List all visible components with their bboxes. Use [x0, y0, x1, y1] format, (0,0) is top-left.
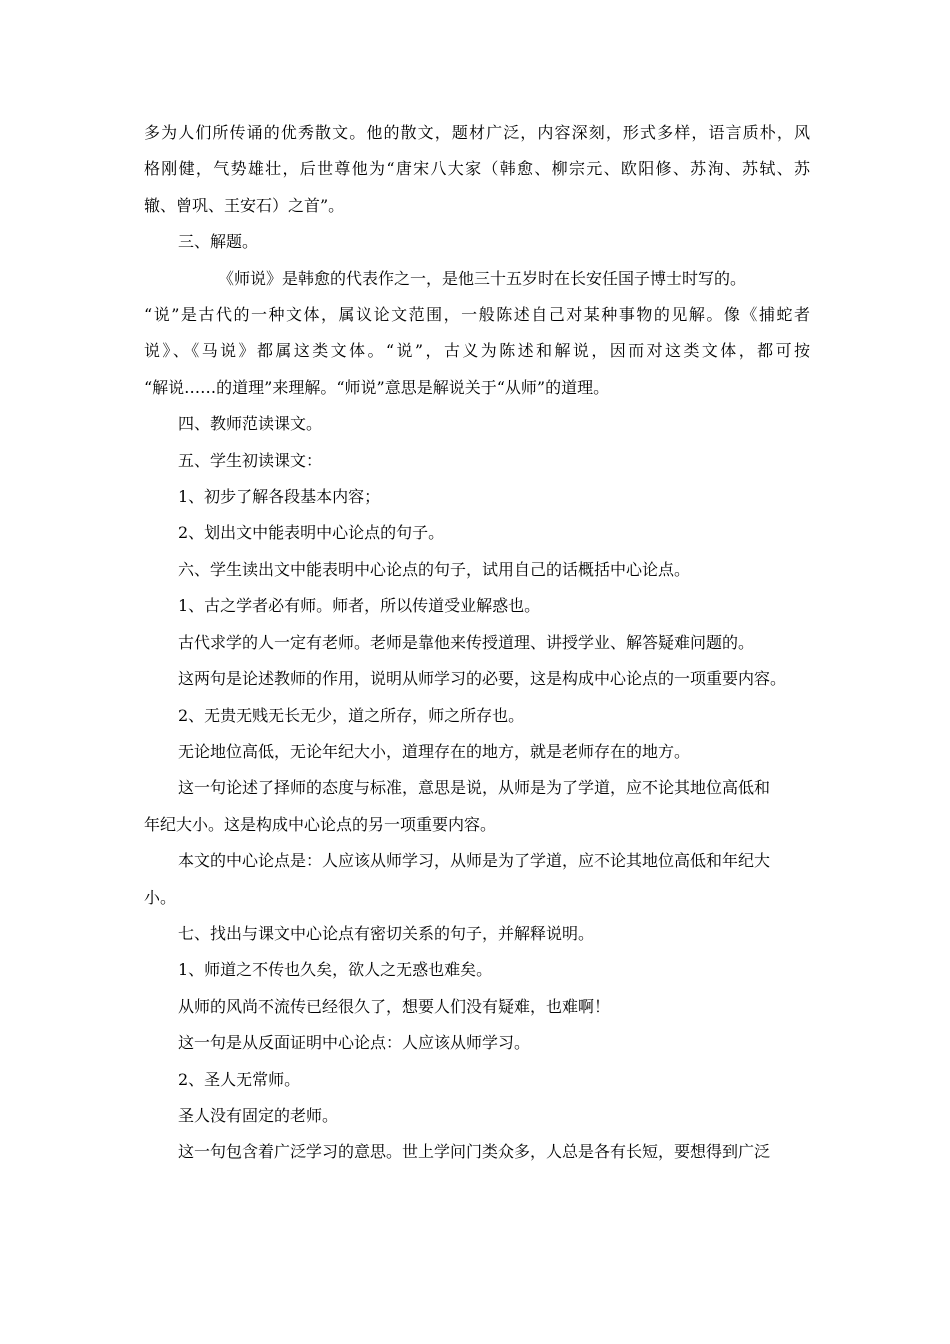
body-line: 古代求学的人一定有老师。老师是靠他来传授道理、讲授学业、解答疑难问题的。 [178, 632, 755, 652]
body-line: “说”是古代的一种文体，属议论文范围，一般陈述自己对某种事物的见解。像《捕蛇者 [144, 305, 810, 325]
list-item: 1、初步了解各段基本内容； [178, 487, 381, 507]
document-page [144, 115, 810, 1171]
list-item: 2、圣人无常师。 [178, 1069, 301, 1089]
body-line: 这一句论述了择师的态度与标准，意思是说，从师是为了学道，应不论其地位高低和 [178, 778, 771, 798]
section-heading: 七、找出与课文中心论点有密切关系的句子，并解释说明。 [178, 923, 595, 943]
body-line: 本文的中心论点是：人应该从师学习，从师是为了学道，应不论其地位高低和年纪大 [178, 851, 771, 871]
body-line: 从师的风尚不流传已经很久了，想要人们没有疑难，也难啊！ [178, 996, 611, 1016]
list-item: 2、划出文中能表明中心论点的句子。 [178, 523, 445, 543]
list-item: 2、无贵无贱无长无少，道之所存，师之所存也。 [178, 705, 525, 725]
body-line: 圣人没有固定的老师。 [178, 1105, 339, 1125]
list-item: 1、师道之不传也久矣，欲人之无惑也难矣。 [178, 960, 493, 980]
section-heading: 五、学生初读课文： [178, 450, 323, 470]
body-line: 格刚健，气势雄壮，后世尊他为“唐宋八大家（韩愈、柳宗元、欧阳修、苏洵、苏轼、苏 [144, 159, 810, 179]
list-item: 1、古之学者必有师。师者，所以传道受业解惑也。 [178, 596, 541, 616]
section-heading: 三、解题。 [178, 232, 259, 252]
body-line: “解说……的道理”来理解。“师说”意思是解说关于“从师”的道理。 [144, 377, 610, 397]
body-line: 《师说》是韩愈的代表作之一，是他三十五岁时在长安任国子博士时写的。 [218, 268, 747, 288]
body-line: 这一句包含着广泛学习的意思。世上学问门类众多，人总是各有长短，要想得到广泛 [178, 1142, 771, 1162]
body-line: 小。 [144, 887, 177, 907]
body-line: 多为人们所传诵的优秀散文。他的散文，题材广泛，内容深刻，形式多样，语言质朴，风 [144, 123, 810, 142]
body-line: 这一句是从反面证明中心论点：人应该从师学习。 [178, 1033, 531, 1053]
body-line: 说》、《马说》都属这类文体。“说”，古义为陈述和解说，因而对这类文体，都可按 [144, 341, 810, 361]
body-line: 无论地位高低，无论年纪大小，道理存在的地方，就是老师存在的地方。 [178, 741, 691, 761]
section-heading: 六、学生读出文中能表明中心论点的句子，试用自己的话概括中心论点。 [178, 559, 691, 579]
body-line: 辙、曾巩、王安石）之首”。 [144, 195, 345, 215]
section-heading: 四、教师范读课文。 [178, 414, 323, 434]
body-line: 这两句是论述教师的作用，说明从师学习的必要，这是构成中心论点的一项重要内容。 [178, 669, 787, 689]
body-line: 年纪大小。这是构成中心论点的另一项重要内容。 [144, 814, 497, 834]
